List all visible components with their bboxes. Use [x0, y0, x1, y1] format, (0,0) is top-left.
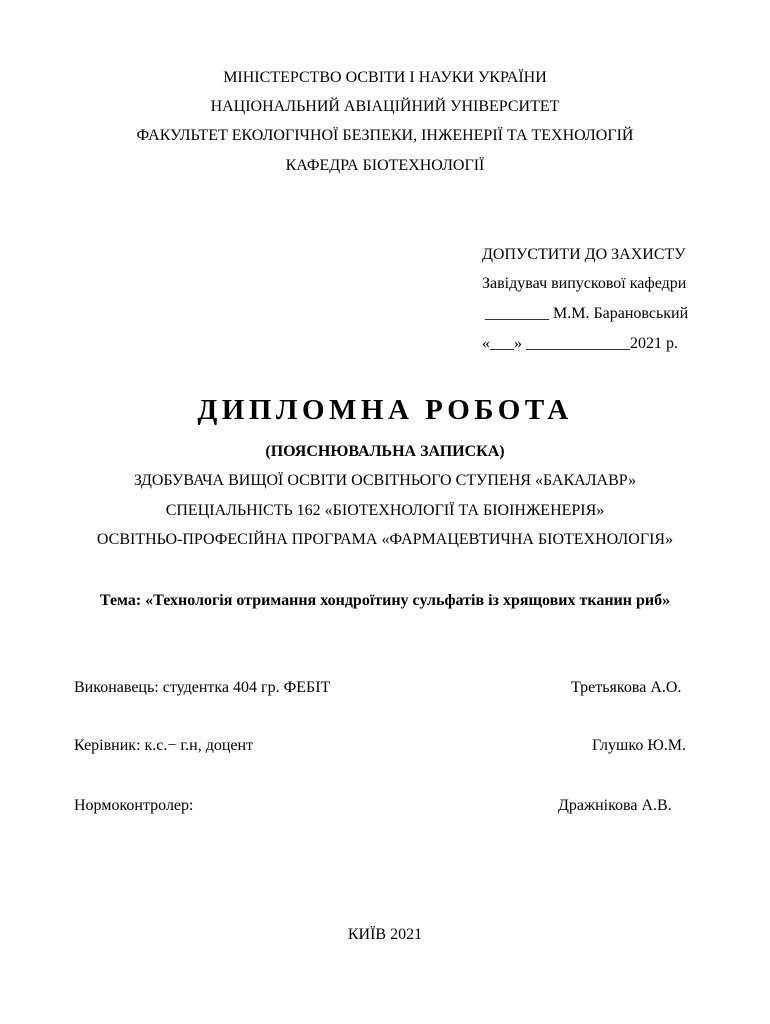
performer-role: Виконавець: студентка 404 гр. ФЕБІТ — [74, 679, 331, 696]
explanatory-note-label: (ПОЯСНЮВАЛЬНА ЗАПИСКА) — [265, 443, 505, 460]
supervisor-name: Глушко Ю.М. — [592, 737, 686, 754]
department-line: КАФЕДРА БІОТЕХНОЛОГІЇ — [285, 157, 485, 174]
degree-line: ЗДОБУВАЧА ВИЩОЇ ОСВІТИ ОСВІТНЬОГО СТУПЕНЯ «БАКАЛАВР» — [133, 472, 637, 489]
head-signature-line: ________ М.М. Барановський — [485, 305, 689, 322]
thesis-topic: Тема: «Технологія отримання хондроїтину сульфатів із хрящових тканин риб» — [99, 592, 671, 609]
approval-date-line: «___» _____________2021 р. — [482, 335, 678, 352]
ministry-line: МІНІСТЕРСТВО ОСВІТИ І НАУКИ УКРАЇНИ — [223, 69, 547, 86]
specialty-line: СПЕЦІАЛЬНІСТЬ 162 «БІОТЕХНОЛОГІЇ ТА БІОІНЖЕНЕРІЯ» — [165, 502, 605, 519]
head-of-department-role: Завідувач випускової кафедри — [482, 275, 687, 292]
performer-name: Третьякова А.О. — [571, 679, 682, 696]
norm-controller-name: Дражнікова А.В. — [558, 797, 672, 814]
university-line: НАЦІОНАЛЬНИЙ АВІАЦІЙНИЙ УНІВЕРСИТЕТ — [210, 98, 560, 115]
document-title: ДИПЛОМНА РОБОТА — [197, 394, 573, 426]
norm-controller-role: Нормоконтролер: — [74, 797, 194, 814]
supervisor-role: Керівник: к.с.− г.н, доцент — [74, 737, 254, 754]
city-year: КИЇВ 2021 — [347, 926, 423, 943]
program-line: ОСВІТНЬО-ПРОФЕСІЙНА ПРОГРАМА «ФАРМАЦЕВТИЧНА БІОТЕХНОЛОГІЯ» — [96, 531, 674, 548]
admit-to-defense: ДОПУСТИТИ ДО ЗАХИСТУ — [482, 246, 686, 263]
faculty-line: ФАКУЛЬТЕТ ЕКОЛОГІЧНОЇ БЕЗПЕКИ, ІНЖЕНЕРІЇ ТА ТЕХНОЛОГІЙ — [136, 127, 634, 144]
